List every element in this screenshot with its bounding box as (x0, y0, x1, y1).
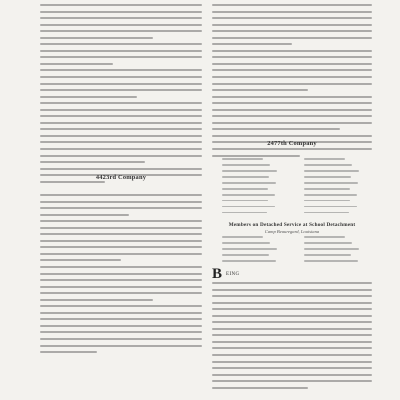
text-line (40, 299, 153, 301)
text-line (40, 43, 202, 45)
text-line (40, 351, 97, 353)
detached-heading-block (212, 222, 372, 235)
text-line (40, 318, 202, 320)
text-line (40, 63, 113, 65)
text-line (40, 102, 202, 104)
text-paragraph (40, 305, 202, 353)
roster-entry (304, 260, 358, 262)
roster-entry (304, 176, 351, 178)
roster-entry (304, 194, 357, 196)
text-line (40, 207, 202, 209)
roster-entry (304, 170, 359, 172)
roster-column-left (222, 158, 280, 218)
roster-entry (222, 206, 275, 208)
text-line (212, 155, 300, 157)
text-paragraph (212, 282, 372, 389)
text-line (40, 259, 121, 261)
text-line (212, 334, 372, 336)
text-line (212, 308, 372, 310)
text-line (40, 122, 202, 124)
text-line (40, 89, 202, 91)
text-line (212, 387, 308, 389)
text-paragraph (40, 194, 202, 216)
text-line (40, 76, 202, 78)
roster-entry (304, 254, 351, 256)
text-line (212, 347, 372, 349)
left-company-heading-block (40, 174, 202, 187)
text-line (212, 354, 372, 356)
text-paragraph (212, 96, 372, 131)
roster-entry (304, 212, 349, 214)
text-line (212, 63, 372, 65)
text-line (212, 135, 372, 137)
text-line (40, 4, 202, 6)
roster-entry (222, 182, 276, 184)
text-line (212, 83, 372, 85)
text-line (40, 135, 202, 137)
roster-entry (304, 242, 352, 244)
text-paragraph (212, 50, 372, 91)
text-line (212, 367, 372, 369)
roster-entry (222, 236, 263, 238)
text-line (40, 24, 202, 26)
text-line (40, 240, 202, 242)
roster-entry (222, 212, 267, 214)
text-line (40, 50, 202, 52)
company-subheading-2477 (212, 147, 372, 153)
company-heading-2477: 2477th Company (267, 140, 317, 147)
text-line (212, 328, 372, 330)
text-line (40, 279, 202, 281)
text-line (212, 96, 372, 98)
text-line (40, 30, 202, 32)
detached-roster-left (222, 236, 280, 266)
roster-entry (304, 236, 345, 238)
text-line (212, 374, 372, 376)
text-line (212, 361, 372, 363)
text-line (212, 4, 372, 6)
text-line (40, 233, 202, 235)
text-line (212, 89, 308, 91)
right-text-block-1 (212, 4, 372, 161)
text-line (40, 286, 202, 288)
text-line (40, 331, 202, 333)
roster-entry (222, 242, 270, 244)
text-line (212, 30, 372, 32)
text-line (40, 17, 202, 19)
text-line (40, 161, 145, 163)
text-line (212, 50, 372, 52)
roster-entry (222, 254, 269, 256)
text-line (40, 11, 202, 13)
text-line (212, 56, 372, 58)
roster-entry (304, 164, 352, 166)
text-line (40, 292, 202, 294)
left-text-block-2 (40, 194, 202, 358)
text-line (212, 341, 372, 343)
text-line (212, 380, 372, 382)
left-text-block-1 (40, 4, 202, 187)
text-line (40, 37, 153, 39)
dropcap-letter: B (212, 266, 223, 282)
roster-entry (222, 158, 263, 160)
detached-roster (222, 236, 362, 266)
roster-entry (304, 158, 345, 160)
text-line (212, 122, 372, 124)
company-roster (222, 158, 362, 218)
roster-entry (304, 200, 350, 202)
text-line (212, 11, 372, 13)
roster-entry (304, 248, 359, 250)
text-line (212, 17, 372, 19)
roster-entry (222, 200, 268, 202)
text-paragraph (40, 102, 202, 163)
roster-entry (304, 206, 357, 208)
text-line (40, 273, 202, 275)
company-subheading-4423 (40, 181, 202, 187)
roster-entry (222, 170, 277, 172)
roster-entry (304, 182, 358, 184)
roster-entry (222, 188, 268, 190)
detached-roster-right (304, 236, 362, 266)
text-line (212, 282, 372, 284)
text-line (212, 69, 372, 71)
text-line (212, 109, 372, 111)
text-line (212, 43, 292, 45)
text-paragraph (40, 266, 202, 301)
text-line (40, 148, 202, 150)
text-line (40, 194, 202, 196)
text-line (40, 220, 202, 222)
text-line (212, 37, 372, 39)
text-line (40, 96, 137, 98)
text-paragraph (40, 69, 202, 97)
text-line (40, 325, 202, 327)
text-line (212, 289, 372, 291)
right-company-heading-block (212, 140, 372, 153)
roster-column-right (304, 158, 362, 218)
company-heading-4423: 4423rd Company (95, 174, 147, 181)
text-line (40, 246, 202, 248)
roster-entry (222, 260, 276, 262)
text-line (40, 141, 202, 143)
text-line (212, 76, 372, 78)
text-line (40, 155, 202, 157)
text-line (40, 214, 129, 216)
roster-entry (222, 194, 275, 196)
text-line (40, 338, 202, 340)
text-line (40, 253, 202, 255)
text-line (40, 227, 202, 229)
text-line (40, 305, 202, 307)
text-line (212, 302, 372, 304)
text-paragraph (40, 43, 202, 65)
right-text-block-2 (212, 282, 372, 393)
text-line (40, 69, 202, 71)
detached-service-heading: Members on Detached Service at School Detachment (228, 222, 356, 228)
text-line (212, 315, 372, 317)
text-line (40, 312, 202, 314)
text-line (40, 266, 202, 268)
roster-entry (222, 176, 269, 178)
text-line (40, 56, 202, 58)
text-paragraph (212, 4, 372, 45)
text-paragraph (40, 220, 202, 261)
detached-service-subheading: Camp Beauregard, Louisiana (264, 229, 320, 234)
text-line (40, 168, 202, 170)
text-line (212, 24, 372, 26)
roster-entry (222, 164, 270, 166)
roster-entry (304, 188, 350, 190)
text-line (212, 115, 372, 117)
dropcap-word-rest: EING (226, 272, 240, 277)
text-line (212, 295, 372, 297)
text-line (40, 201, 202, 203)
roster-entry (222, 248, 277, 250)
text-paragraph (40, 4, 202, 39)
text-line (40, 115, 202, 117)
text-line (212, 321, 372, 323)
text-line (40, 345, 202, 347)
text-line (40, 128, 202, 130)
text-line (40, 109, 202, 111)
text-line (40, 83, 202, 85)
text-line (212, 102, 372, 104)
text-line (212, 128, 340, 130)
